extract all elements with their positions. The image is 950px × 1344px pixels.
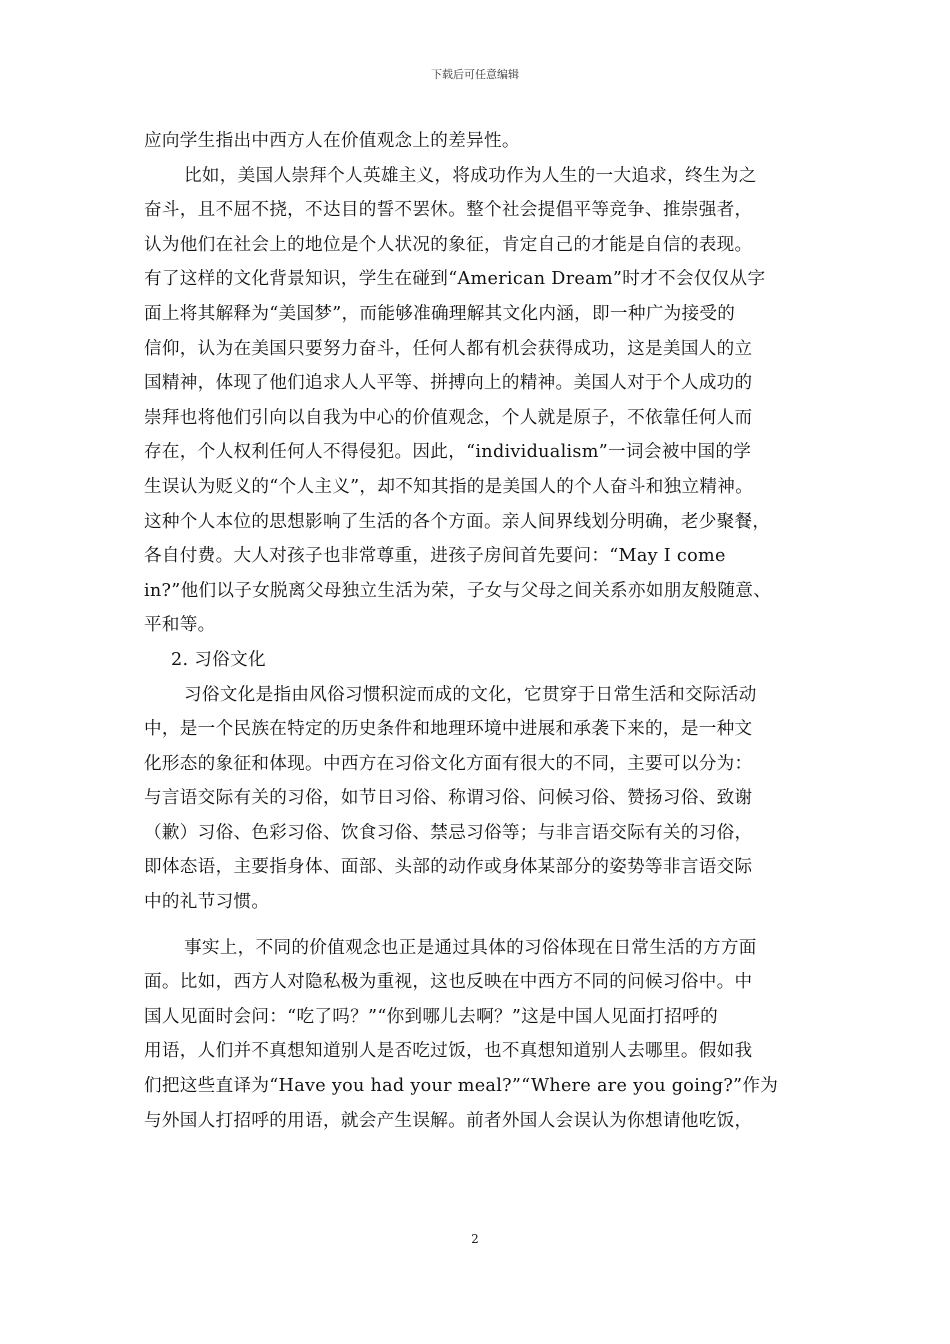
paragraph-first-line: 比如，美国人崇拜个人英雄主义，将成功作为人生的一大追求，终生为之 <box>184 165 757 186</box>
text-line: 中的礼节习惯。 <box>144 892 270 913</box>
paragraph-first-line: 习俗文化是指由风俗习惯积淀而成的文化，它贯穿于日常生活和交际活动 <box>184 684 757 705</box>
text-line: 们把这些直译为“Have you had your meal?”“Where are you going?”作为 <box>144 1076 779 1097</box>
text-line: （歉）习俗、色彩习俗、饮食习俗、禁忌习俗等；与非言语交际有关的习俗， <box>144 822 753 843</box>
text-line: 各自付费。大人对孩子也非常尊重，进孩子房间首先要问：“May I come <box>144 546 726 567</box>
text-line: 这种个人本位的思想影响了生活的各个方面。亲人间界线划分明确，老少聚餐， <box>144 511 771 532</box>
text-line: 应向学生指出中西方人在价值观念上的差异性。 <box>144 131 520 151</box>
text-line: in?”他们以子女脱离父母独立生活为荣，子女与父母之间关系亦如朋友般随意、 <box>144 580 772 601</box>
text-line: 崇拜也将他们引向以自我为中心的价值观念，个人就是原子，不依靠任何人而 <box>144 407 753 428</box>
text-line: 与外国人打招呼的用语，就会产生误解。前者外国人会误认为你想请他吃饭， <box>144 1110 753 1131</box>
text-line: 平和等。 <box>144 615 216 636</box>
text-line: 用语，人们并不真想知道别人是否吃过饭，也不真想知道别人去哪里。假如我 <box>144 1041 753 1062</box>
page-header: 下载后可任意编辑 <box>431 68 519 81</box>
text-line: 中，是一个民族在特定的历史条件和地理环境中进展和承袭下来的，是一种文 <box>144 719 753 740</box>
text-line: 面。比如，西方人对隐私极为重视，这也反映在中西方不同的问候习俗中。中 <box>144 972 753 993</box>
text-line: 信仰，认为在美国只要努力奋斗，任何人都有机会获得成功，这是美国人的立 <box>144 338 753 359</box>
text-line: 生误认为贬义的“个人主义”，却不知其指的是美国人的个人奋斗和独立精神。 <box>144 476 754 497</box>
text-line: 有了这样的文化背景知识，学生在碰到“American Dream”时才不会仅仅从字 <box>144 269 766 290</box>
text-line: 国精神，体现了他们追求人人平等、拼搏向上的精神。美国人对于个人成功的 <box>144 373 753 394</box>
text-line: 化形态的象征和体现。中西方在习俗文化方面有很大的不同，主要可以分为： <box>144 753 753 774</box>
text-line: 面上将其解释为“美国梦”，而能够准确理解其文化内涵，即一种广为接受的 <box>144 303 736 324</box>
text-line: 奋斗，且不屈不挠，不达目的誓不罢休。整个社会提倡平等竞争、推崇强者， <box>144 200 753 221</box>
paragraph-gap <box>144 920 810 931</box>
text-line: 国人见面时会问：“吃了吗？”“你到哪儿去啊？”这是中国人见面打招呼的 <box>144 1006 718 1027</box>
text-line: 即体态语，主要指身体、面部、头部的动作或身体某部分的姿势等非言语交际 <box>144 857 753 878</box>
paragraph-first-line: 事实上，不同的价值观念也正是通过具体的习俗体现在日常生活的方方面 <box>184 937 757 958</box>
page-number: 2 <box>471 1232 479 1246</box>
section-heading: 2. 习俗文化 <box>171 649 266 670</box>
text-line: 存在，个人权利任何人不得侵犯。因此，“individualism”一词会被中国的学 <box>144 442 752 463</box>
text-line: 与言语交际有关的习俗，如节日习俗、称谓习俗、问候习俗、赞扬习俗、致谢 <box>144 788 753 809</box>
text-line: 认为他们在社会上的地位是个人状况的象征，肯定自己的才能是自信的表现。 <box>144 234 753 255</box>
document-body <box>144 124 810 1138</box>
